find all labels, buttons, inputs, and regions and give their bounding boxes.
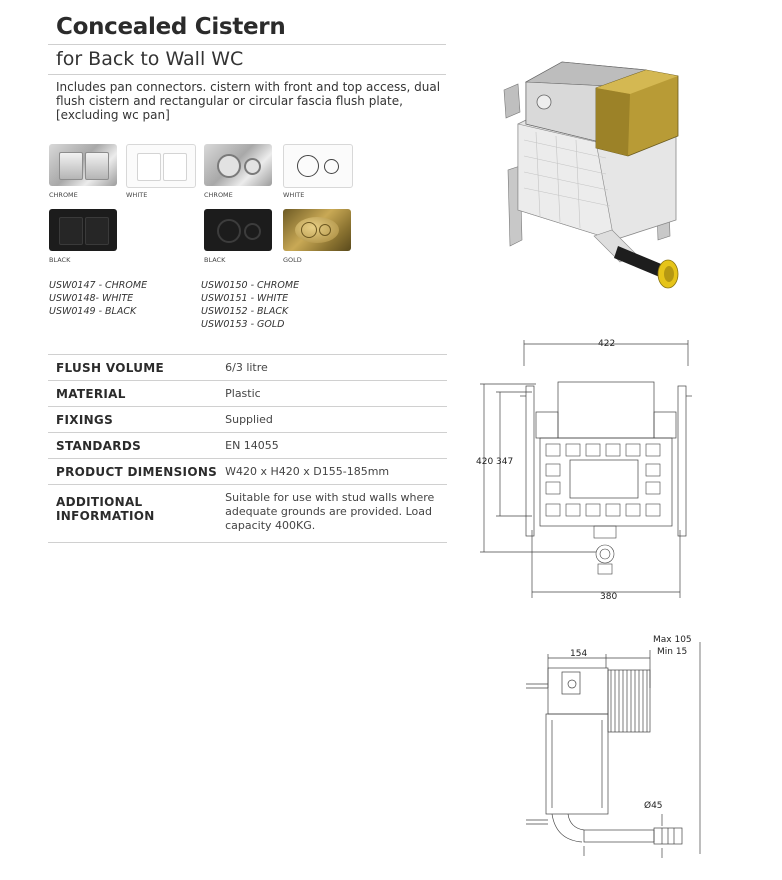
front-elevation-drawing [476,336,706,606]
codes-rectangular [49,279,147,318]
spec-key: STANDARDS [48,433,217,459]
flush-plate-rect-white [126,144,196,188]
table-row [48,355,447,381]
table-row [48,381,447,407]
spec-key: PRODUCT DIMENSIONS [48,459,217,485]
divider [48,74,446,75]
product-code: USW0149 - BLACK [49,306,137,317]
table-row [48,459,447,485]
flush-plate-round-chrome [204,144,272,186]
spec-key: FLUSH VOLUME [48,355,217,381]
plate-label: GOLD [283,256,302,264]
product-code: USW0151 - WHITE [201,293,289,304]
table-row [48,485,447,543]
flush-plate-rect-black [49,209,117,251]
dimension-width-bottom: 380 [600,592,618,602]
spec-key: ADDITIONAL INFORMATION [48,485,217,543]
plate-label: WHITE [126,191,148,199]
page-subtitle: for Back to Wall WC [56,48,244,70]
product-code: USW0152 - BLACK [201,306,289,317]
flush-plate-round-gold [283,209,351,251]
dimension-pipe-diameter: Ø45 [644,801,663,811]
product-code: USW0148- WHITE [49,293,134,304]
spec-value: 6/3 litre [217,355,447,381]
spec-key: FIXINGS [48,407,217,433]
flush-plate-round-white [283,144,353,188]
plate-label: CHROME [49,191,78,199]
product-code: USW0147 - CHROME [49,280,148,291]
dimension-height-inner: 347 [496,457,514,467]
spec-value: W420 x H420 x D155-185mm [217,459,447,485]
product-description: Includes pan connectors. cistern with front and top access, dual flush cistern and rectangular or circular fascia flush plate, [excluding wc pan] [56,80,441,122]
divider [48,44,446,45]
dimension-min: Min 15 [657,647,688,657]
product-render [496,40,696,300]
spec-value: Suitable for use with stud walls where adequate grounds are provided. Load capacity 400KG. [217,485,447,543]
spec-key: MATERIAL [48,381,217,407]
dimension-height-outer: 420 [476,457,494,467]
dimension-max: Max 105 [653,635,692,645]
side-elevation-drawing [512,628,712,868]
codes-circular [201,279,299,331]
spec-value: Plastic [217,381,447,407]
plate-label: WHITE [283,191,305,199]
spec-value: Supplied [217,407,447,433]
plate-label: BLACK [204,256,226,264]
product-code: USW0153 - GOLD [201,319,285,330]
spec-table [48,354,447,543]
flush-plate-round-black [204,209,272,251]
plate-label: BLACK [49,256,71,264]
dimension-width-top: 422 [598,339,616,349]
dimension-depth: 154 [570,649,588,659]
page-title: Concealed Cistern [56,14,286,40]
plate-label: CHROME [204,191,233,199]
table-row [48,407,447,433]
product-code: USW0150 - CHROME [201,280,300,291]
spec-value: EN 14055 [217,433,447,459]
flush-plate-rect-chrome [49,144,117,186]
table-row [48,433,447,459]
